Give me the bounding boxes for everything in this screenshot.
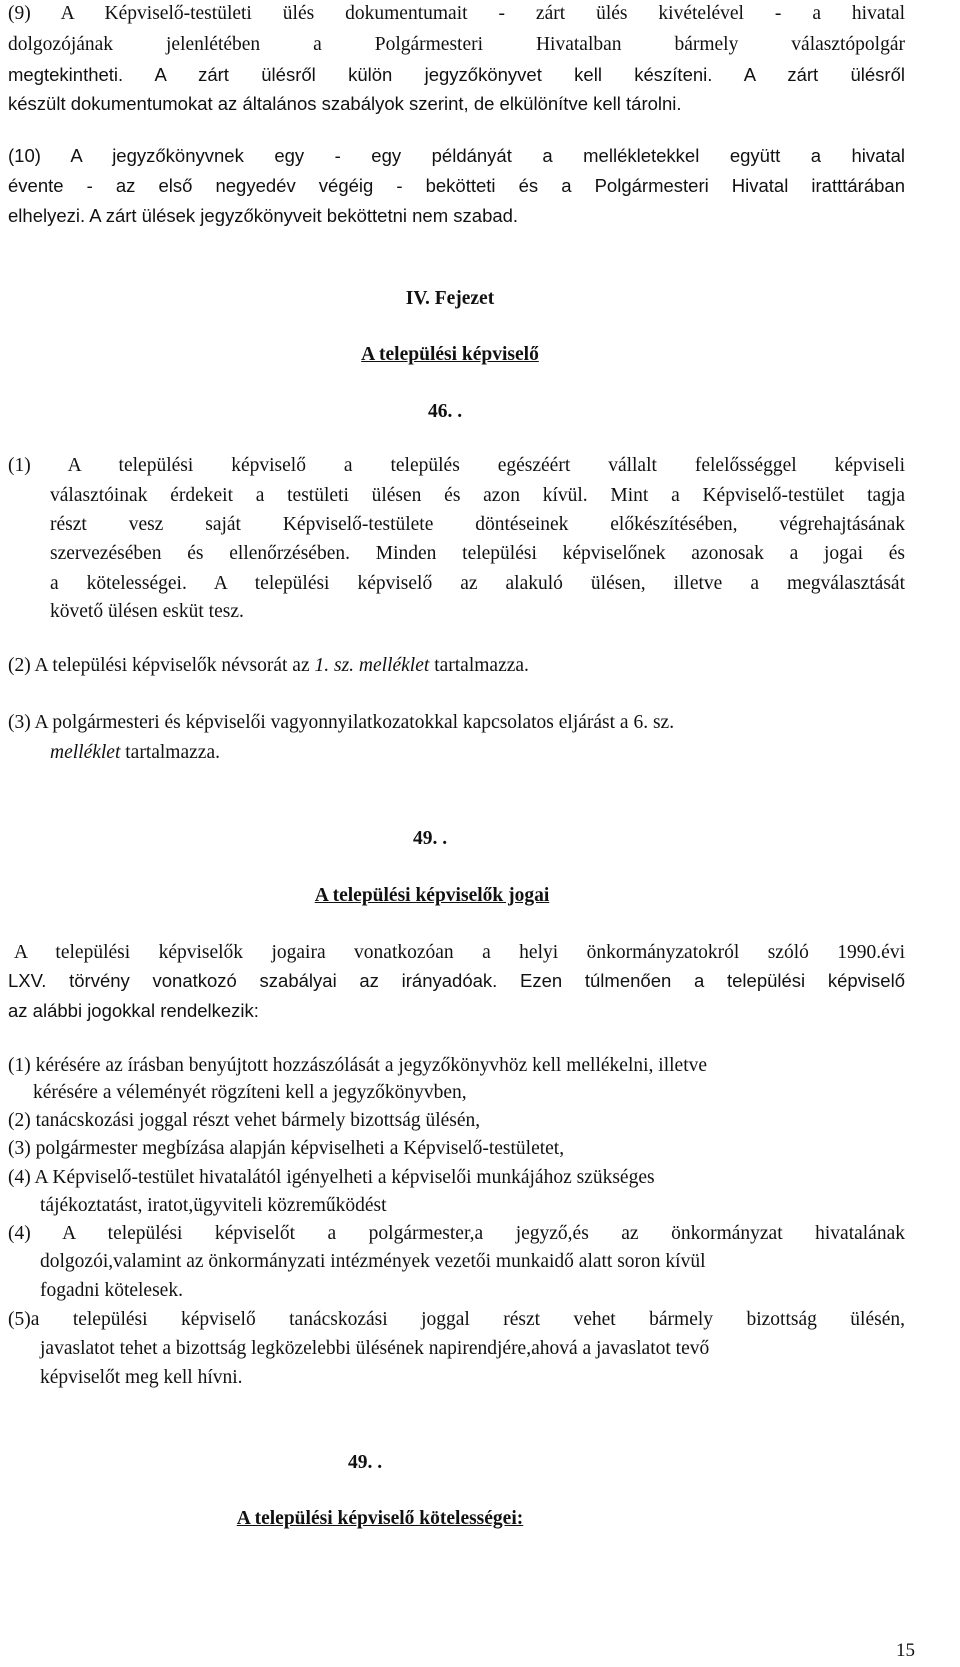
chapter-subtitle: A települési képviselő bbox=[361, 344, 539, 365]
right-item-1-line2: kérésére a véleményét rögzíteni kell a jegyzőkönyvben, bbox=[33, 1082, 467, 1103]
sec46-p2-pre: (2) A települési képviselők névsorát az bbox=[8, 655, 315, 676]
page-number: 15 bbox=[896, 1640, 915, 1661]
para9-line4: készült dokumentumokat az általános szabályok szerint, de elkülönítve kell tárolni. bbox=[8, 93, 682, 114]
section-49-title: A települési képviselők jogai bbox=[314, 885, 550, 906]
para10-line3: elhelyezi. A zárt ülések jegyzőkönyveit beköttetni nem szabad. bbox=[8, 205, 519, 226]
sec46-p3-italic: melléklet bbox=[50, 742, 121, 763]
sec46-p2 bbox=[8, 656, 529, 676]
section-49b-number: 49. . bbox=[347, 1452, 383, 1473]
right-item-3: (3) polgármester megbízása alapján képviselheti a Képviselő-testületet, bbox=[8, 1138, 565, 1159]
para10-line2: évente - az első negyedév végéig - bekötteti és a Polgármesteri Hivatal iratttárában bbox=[8, 175, 905, 196]
sec49-intro-line3: az alábbi jogokkal rendelkezik: bbox=[8, 1000, 259, 1021]
sec46-p1-line4: szervezésében és ellenőrzésében. Minden települési képviselőnek azonosak a jogai és bbox=[50, 543, 905, 564]
para10-line1: (10) A jegyzőkönyvnek egy - egy példányát a mellékletekkel együtt a hivatal bbox=[8, 145, 905, 166]
para9-line2: dolgozójának jelenlétében a Polgármesteri Hivatalban bármely választópolgár bbox=[8, 34, 905, 55]
sec46-p3-post: tartalmazza. bbox=[120, 742, 220, 763]
right-item-4-line2: tájékoztatást, iratot,ügyviteli közreműködést bbox=[40, 1195, 387, 1216]
right-item-1-line1: (1) kérésére az írásban benyújtott hozzászólását a jegyzőkönyvhöz kell mellékelni, illetve bbox=[8, 1055, 708, 1076]
section-46-number: 46. . bbox=[427, 401, 463, 422]
right-item-5-line3: fogadni kötelesek. bbox=[40, 1280, 183, 1301]
sec46-p1-line5: a kötelességei. A települési képviselő az alakuló ülésen, illetve a megválasztását bbox=[50, 573, 905, 594]
section-49-number: 49. . bbox=[412, 828, 448, 849]
section-49b-title: A települési képviselő kötelességei: bbox=[236, 1508, 524, 1529]
sec46-p1-line1: (1) A települési képviselő a település egészéért vállalt felelősséggel képviseli bbox=[8, 455, 905, 476]
chapter-title: IV. Fejezet bbox=[405, 288, 495, 309]
sec46-p1-line2: választóinak érdekeit a testületi ülésen és azon kívül. Mint a Képviselő-testület tagja bbox=[50, 485, 905, 506]
right-item-6-line2: javaslatot tehet a bizottság legközelebbi ülésének napirendjére,ahová a javaslatot tevő bbox=[40, 1338, 710, 1359]
sec46-p2-post: tartalmazza. bbox=[429, 655, 529, 676]
sec49-intro-line1: A települési képviselők jogaira vonatkozóan a helyi önkormányzatokról szóló 1990.évi bbox=[14, 942, 905, 963]
sec46-p1-line6: követő ülésen esküt tesz. bbox=[50, 601, 244, 622]
sec46-p1-line3: részt vesz saját Képviselő-testülete döntéseinek előkészítésében, végrehajtásának bbox=[50, 514, 905, 535]
sec46-p3-line1: (3) A polgármesteri és képviselői vagyonnyilatkozatokkal kapcsolatos eljárást a 6. sz. bbox=[8, 712, 675, 733]
para9-line3: megtekintheti. A zárt ülésről külön jegyzőkönyvet kell készíteni. A zárt ülésről bbox=[8, 64, 905, 85]
right-item-6-line3: képviselőt meg kell hívni. bbox=[40, 1367, 243, 1388]
para9-line1: (9) A Képviselő-testületi ülés dokumentumait - zárt ülés kivételével - a hivatal bbox=[8, 3, 905, 24]
sec46-p2-italic: 1. sz. melléklet bbox=[314, 655, 430, 676]
right-item-5-line1: (4) A települési képviselőt a polgármester,a jegyző,és az önkormányzat hivatalának bbox=[8, 1223, 905, 1244]
right-item-4-line1: (4) A Képviselő-testület hivatalától igényelheti a képviselői munkájához szükséges bbox=[8, 1167, 655, 1188]
right-item-6-line1: (5)a települési képviselő tanácskozási joggal részt vehet bármely bizottság ülésén, bbox=[8, 1309, 905, 1330]
sec49-intro-line2: LXV. törvény vonatkozó szabályai az irányadóak. Ezen túlmenően a települési képviselő bbox=[8, 970, 905, 991]
sec46-p3-line2 bbox=[50, 743, 220, 763]
right-item-2: (2) tanácskozási joggal részt vehet bármely bizottság ülésén, bbox=[8, 1110, 481, 1131]
right-item-5-line2: dolgozói,valamint az önkormányzati intézmények vezetői munkaidő alatt soron kívül bbox=[40, 1251, 706, 1272]
